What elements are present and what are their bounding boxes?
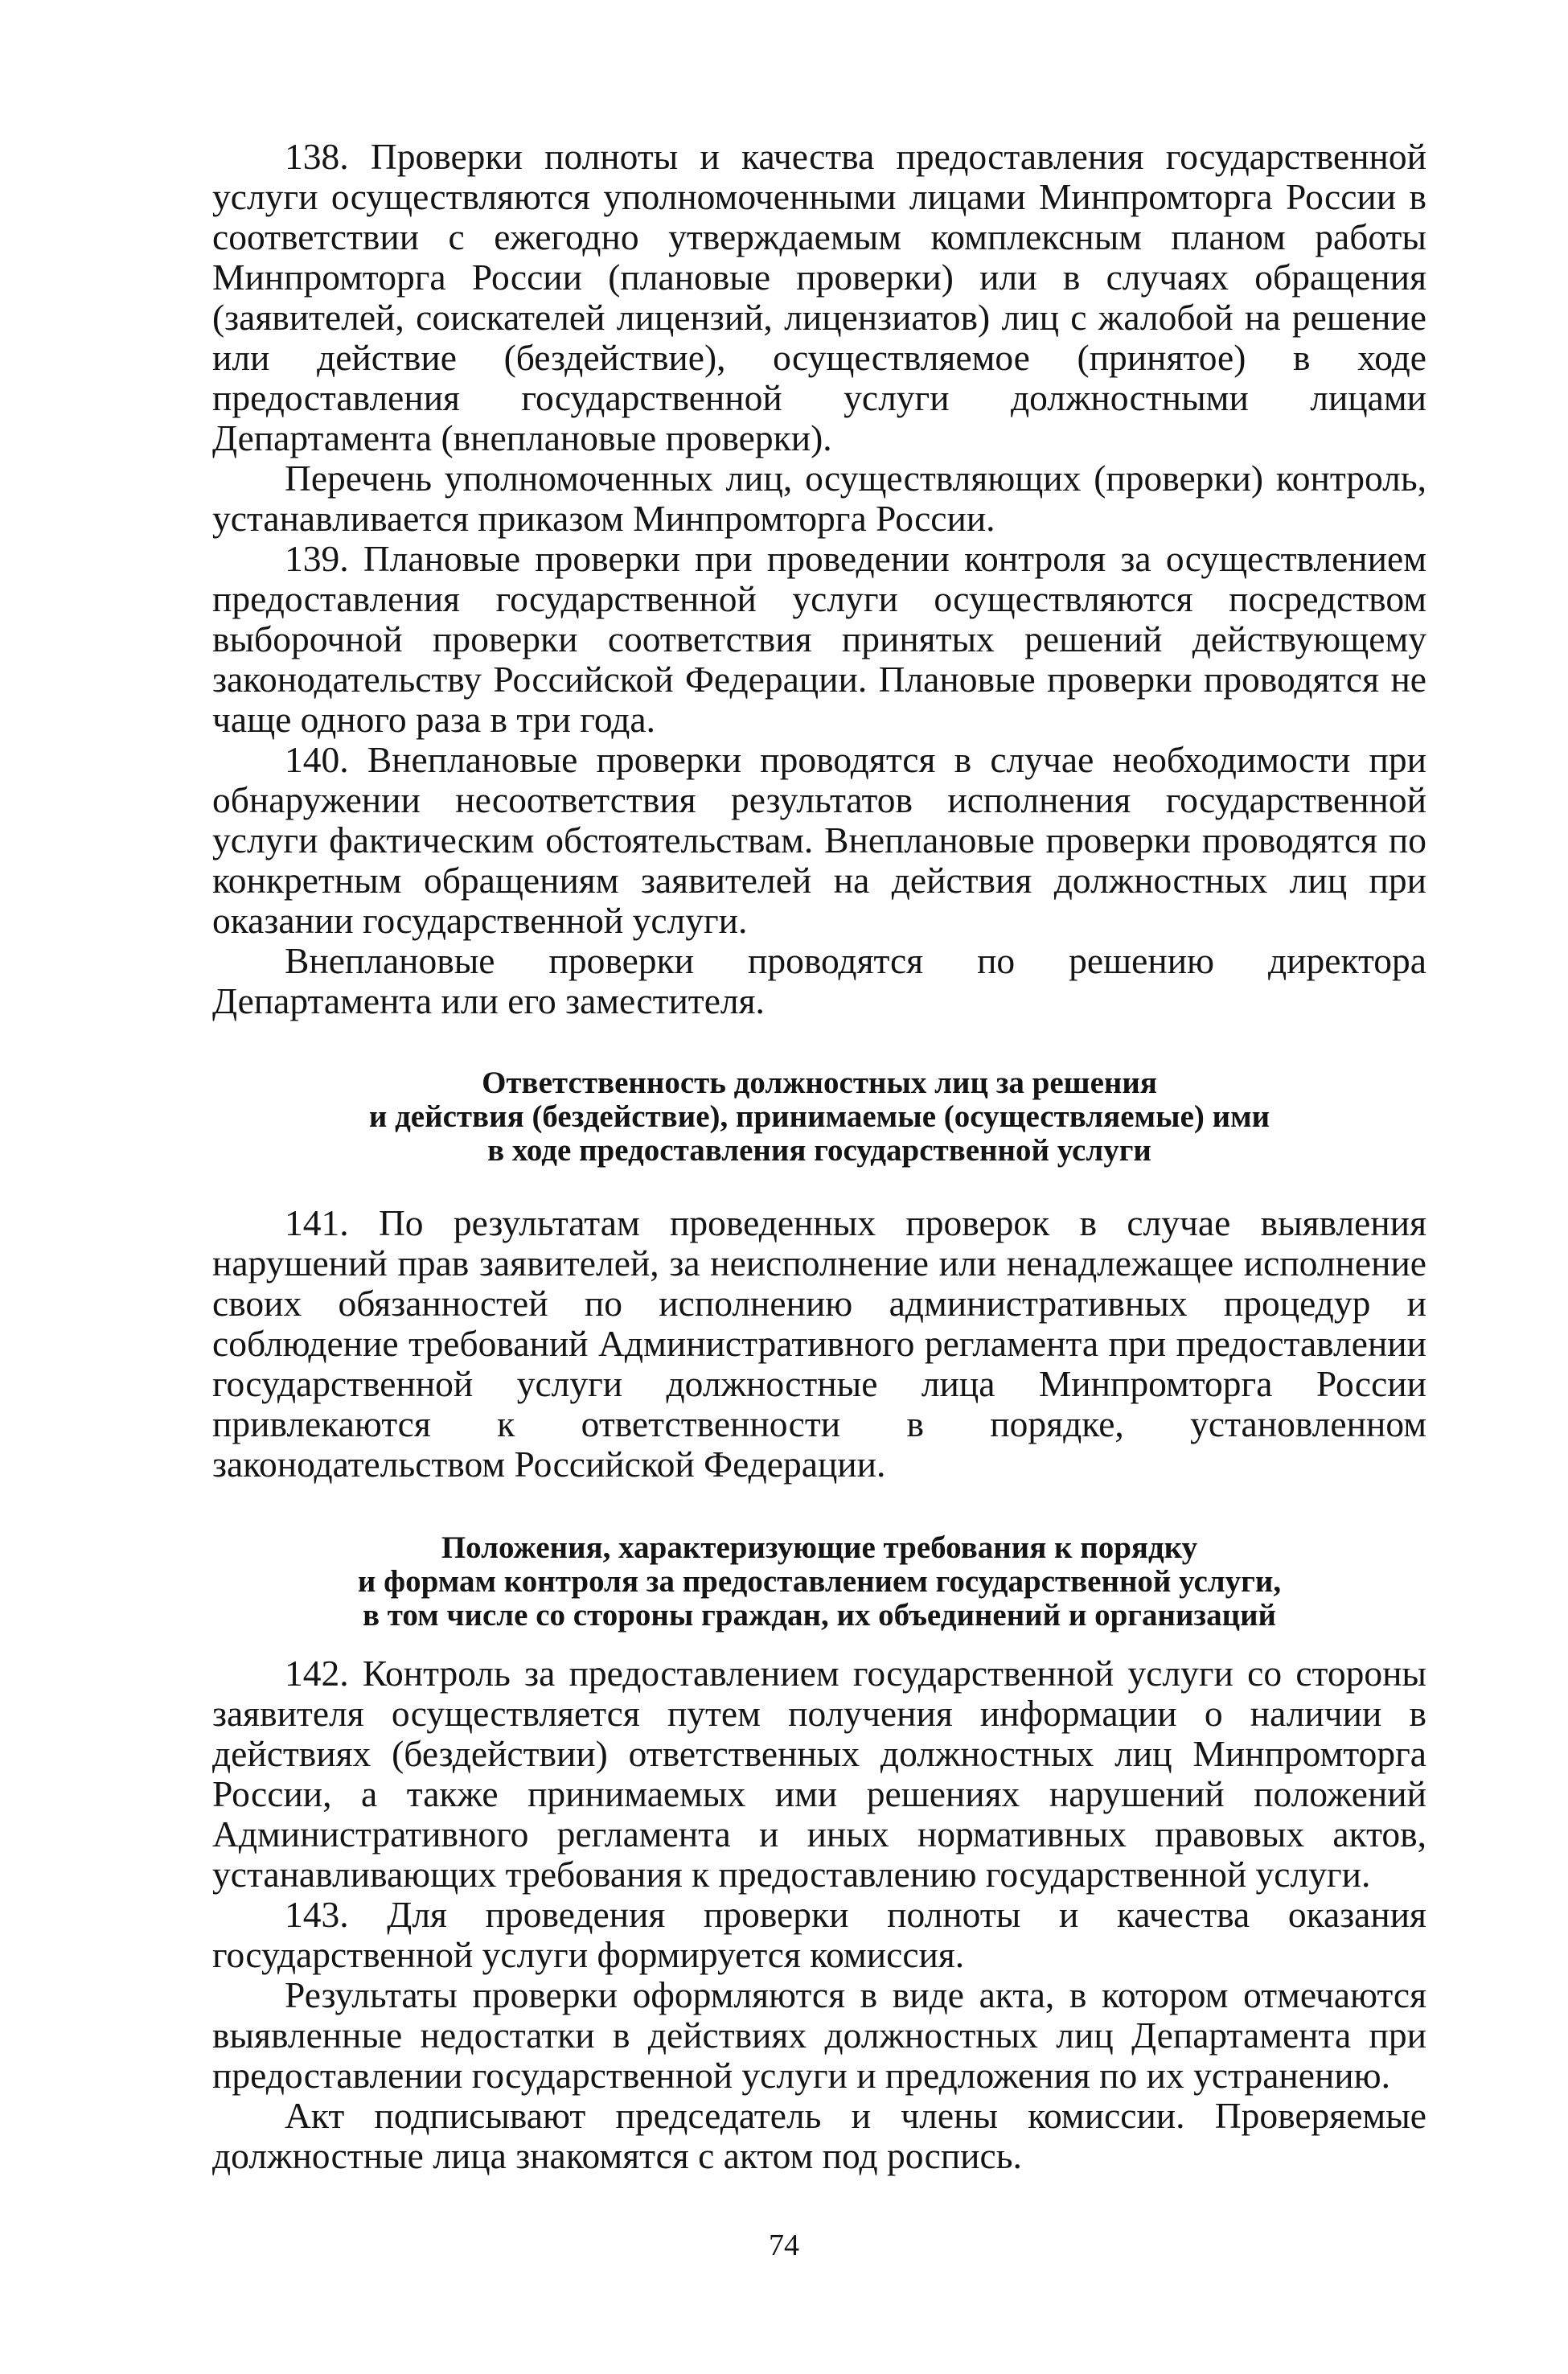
paragraph-138-list: Перечень уполномоченных лиц, осуществляющих (проверки) контроль, устанавливается приказом Минпромторга России. bbox=[212, 458, 1426, 539]
paragraph-140-unplanned: Внеплановые проверки проводятся по решению директора Департамента или его заместителя. bbox=[212, 940, 1426, 1021]
paragraph-138: 138. Проверки полноты и качества предоставления государственной услуги осуществляются уполномоченными лицами Минпромторга России в соответствии с ежегодно утверждаемым комплексным планом работы Минпромторга России (плановые проверки) или в случаях обращения (заявителей, соискателей лицензий, лицензиатов) лиц с жалобой на решение или действие (бездействие), осуществляемое (принятое) в ходе предоставления государственной услуги должностными лицами Департамента (внеплановые проверки). bbox=[212, 136, 1426, 458]
paragraph-141: 141. По результатам проведенных проверок в случае выявления нарушений прав заявителей, за неисполнение или ненадлежащее исполнение своих обязанностей по исполнению административных процедур и соблюдение требований Административного регламента при предоставлении государственной услуги должностные лица Минпромторга России привлекаются к ответственности в порядке, установленном законодательством Российской Федерации. bbox=[212, 1202, 1426, 1485]
section-heading-control-provisions bbox=[212, 1531, 1426, 1633]
paragraph-143: 143. Для проведения проверки полноты и качества оказания государственной услуги формируется комиссия. bbox=[212, 1894, 1426, 1975]
paragraph-140: 140. Внеплановые проверки проводятся в случае необходимости при обнаружении несоответствия результатов исполнения государственной услуги фактическим обстоятельствам. Внеплановые проверки проводятся по конкретным обращениям заявителей на действия должностных лиц при оказании государственной услуги. bbox=[212, 739, 1426, 941]
page-number: 74 bbox=[769, 2228, 799, 2262]
paragraph-143-results: Результаты проверки оформляются в виде акта, в котором отмечаются выявленные недостатки в действиях должностных лиц Департамента при предоставлении государственной услуги и предложения по их устранению. bbox=[212, 1974, 1426, 2096]
section-responsibility bbox=[212, 1203, 1426, 1485]
heading-line: Положения, характеризующие требования к порядку bbox=[441, 1530, 1198, 1565]
heading-line: Ответственность должностных лиц за решения bbox=[482, 1066, 1157, 1100]
document-page bbox=[212, 137, 1426, 2176]
heading-line: в том числе со стороны граждан, их объединений и организаций bbox=[362, 1598, 1277, 1633]
heading-line: в ходе предоставления государственной услуги bbox=[487, 1133, 1151, 1168]
paragraph-143-act: Акт подписывают председатель и члены комиссии. Проверяемые должностные лица знакомятся с актом под роспись. bbox=[212, 2095, 1426, 2176]
paragraph-139: 139. Плановые проверки при проведении контроля за осуществлением предоставления государственной услуги осуществляются посредством выборочной проверки соответствия принятых решений действующему законодательству Российской Федерации. Плановые проверки проводятся не чаще одного раза в три года. bbox=[212, 538, 1426, 740]
heading-line: и формам контроля за предоставлением государственной услуги, bbox=[357, 1564, 1282, 1599]
section-checks bbox=[212, 137, 1426, 1021]
paragraph-142: 142. Контроль за предоставлением государственной услуги со стороны заявителя осуществляется путем получения информации о наличии в действиях (бездействии) ответственных должностных лиц Минпромторга России, а также принимаемых ими решениях нарушений положений Административного регламента и иных нормативных правовых актов, устанавливающих требования к предоставлению государственной услуги. bbox=[212, 1653, 1426, 1895]
section-control-provisions bbox=[212, 1653, 1426, 2176]
section-heading-responsibility bbox=[212, 1066, 1426, 1168]
heading-line: и действия (бездействие), принимаемые (осуществляемые) ими bbox=[368, 1099, 1270, 1134]
